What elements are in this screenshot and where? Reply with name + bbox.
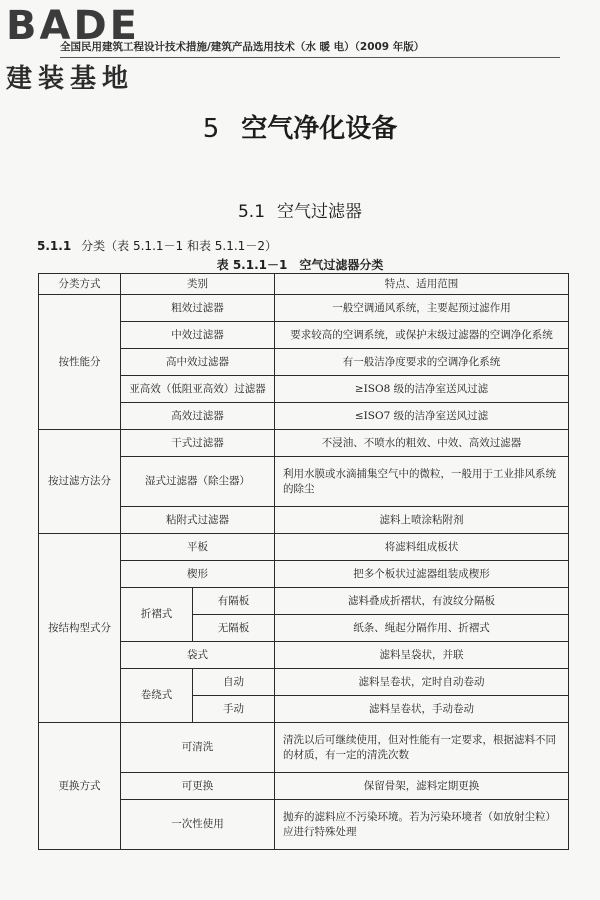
group-label: 更换方式 [39, 723, 121, 850]
category-cell: 干式过滤器 [121, 430, 275, 457]
subcategory-cell: 有隔板 [193, 588, 275, 615]
table-row [39, 295, 569, 322]
running-header: 全国民用建筑工程设计技术措施/建筑产品选用技术（水 暖 电）（2009 年版） [60, 39, 560, 58]
category-cell: 高效过滤器 [121, 403, 275, 430]
category-cell: 亚高效（低阻亚高效）过滤器 [121, 376, 275, 403]
subcategory-cell: 自动 [193, 669, 275, 696]
category-cell: 粘附式过滤器 [121, 507, 275, 534]
chapter-heading [0, 108, 600, 145]
subcategory-cell: 手动 [193, 696, 275, 723]
category-cell: 湿式过滤器（除尘器） [121, 457, 275, 507]
table-row [39, 534, 569, 561]
section-title: 空气过滤器 [277, 202, 363, 222]
group-label: 按性能分 [39, 295, 121, 430]
clause-line [37, 237, 277, 254]
logo: BADE [6, 3, 140, 49]
description-cell: 不浸油、不喷水的粗效、中效、高效过滤器 [275, 430, 569, 457]
description-cell: 滤料上喷涂粘附剂 [275, 507, 569, 534]
description-cell: 一般空调通风系统，主要起预过滤作用 [275, 295, 569, 322]
description-cell: 利用水膜或水滴捕集空气中的微粒，一般用于工业排风系统的除尘 [275, 457, 569, 507]
category-cell: 高中效过滤器 [121, 349, 275, 376]
filter-classification-table [38, 273, 569, 850]
clause-number: 5.1.1 [37, 239, 72, 253]
category-cell: 粗效过滤器 [121, 295, 275, 322]
description-cell: 滤料呈卷状，定时自动卷动 [275, 669, 569, 696]
description-cell: 把多个板状过滤器组装成楔形 [275, 561, 569, 588]
description-cell: 要求较高的空调系统，或保护末级过滤器的空调净化系统 [275, 322, 569, 349]
description-cell: ≥ISO8 级的洁净室送风过滤 [275, 376, 569, 403]
chapter-number: 5 [202, 114, 220, 144]
table-caption: 表 5.1.1－1 空气过滤器分类 [216, 258, 384, 272]
category-cell: 楔形 [121, 561, 275, 588]
section-heading [0, 197, 600, 222]
header-category: 类别 [121, 274, 275, 295]
description-cell: 滤料叠成折褶状，有波纹分隔板 [275, 588, 569, 615]
description-cell: 纸条、绳起分隔作用、折褶式 [275, 615, 569, 642]
category-cell: 袋式 [121, 642, 275, 669]
chapter-title: 空气净化设备 [241, 114, 398, 144]
category-cell: 可清洗 [121, 723, 275, 773]
category-cell: 可更换 [121, 773, 275, 800]
header-classification-method: 分类方式 [39, 274, 121, 295]
description-cell: 滤料呈袋状，并联 [275, 642, 569, 669]
description-cell: 清洗以后可继续使用，但对性能有一定要求，根据滤料不同的材质，有一定的清洗次数 [275, 723, 569, 773]
category-cell: 卷绕式 [121, 669, 193, 723]
category-cell: 平板 [121, 534, 275, 561]
table-header-row [39, 274, 569, 295]
description-cell: 保留骨架，滤料定期更换 [275, 773, 569, 800]
description-cell: 有一般洁净度要求的空调净化系统 [275, 349, 569, 376]
logo-subtitle: 建装基地 [6, 64, 135, 94]
group-label: 按结构型式分 [39, 534, 121, 723]
clause-text: 分类（表 5.1.1－1 和表 5.1.1－2） [81, 239, 277, 253]
subcategory-cell: 无隔板 [193, 615, 275, 642]
description-cell: ≤ISO7 级的洁净室送风过滤 [275, 403, 569, 430]
category-cell: 一次性使用 [121, 800, 275, 850]
category-cell: 中效过滤器 [121, 322, 275, 349]
category-cell: 折褶式 [121, 588, 193, 642]
table-row [39, 430, 569, 457]
group-label: 按过滤方法分 [39, 430, 121, 534]
description-cell: 滤料呈卷状，手动卷动 [275, 696, 569, 723]
description-cell: 将滤料组成板状 [275, 534, 569, 561]
section-number: 5.1 [237, 202, 266, 222]
header-features: 特点、适用范围 [275, 274, 569, 295]
table-row [39, 723, 569, 773]
description-cell: 抛弃的滤料应不污染环境。若为污染环境者（如放射尘粒）应进行特殊处理 [275, 800, 569, 850]
